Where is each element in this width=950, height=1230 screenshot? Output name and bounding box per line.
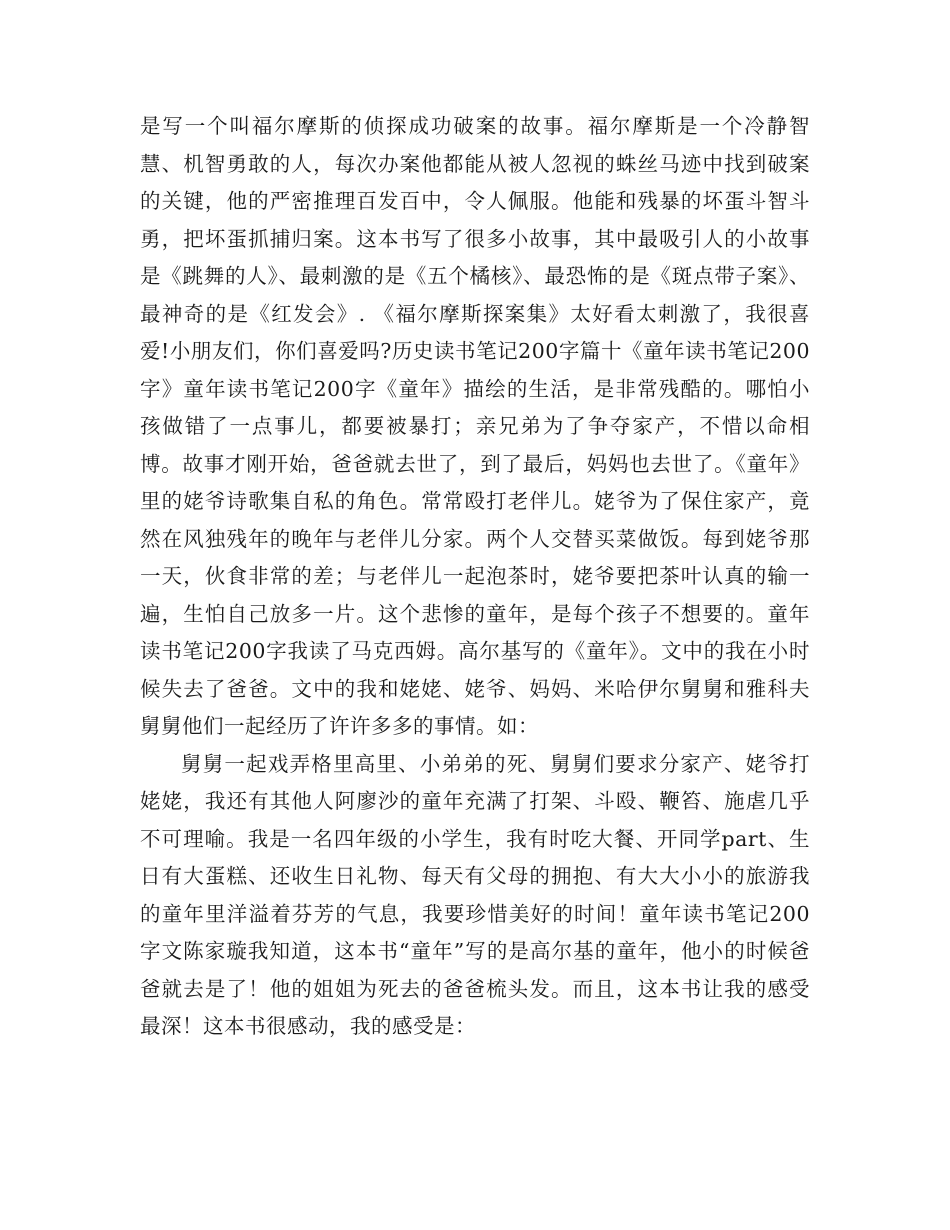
paragraph-2: 舅舅一起戏弄格里高里、小弟弟的死、舅舅们要求分家产、姥爷打姥姥，我还有其他人阿廖沙的童年充满了打架、斗殴、鞭笞、施虐几乎不可理喻。我是一名四年级的小学生，我有时吃大餐、开同学part、生日有大蛋糕、还收生日礼物、每天有父母的拥抱、有大大小小的旅游我的童年里洋溢着芬芳的气息，我要珍惜美好的时间！童年读书笔记200字文陈家璇我知道，这本书“童年”写的是高尔基的童年，他小的时候爸爸就去是了！他的姐姐为死去的爸爸梳头发。而且，这本书让我的感受最深！这本书很感动，我的感受是： — [140, 751, 810, 1038]
paragraph-1: 是写一个叫福尔摩斯的侦探成功破案的故事。福尔摩斯是一个冷静智慧、机智勇敢的人，每次办案他都能从被人忽视的蛛丝马迹中找到破案的关键，他的严密推理百发百中，令人佩服。他能和残暴的坏蛋斗智斗勇，把坏蛋抓捕归案。这本书写了很多小故事，其中最吸引人的小故事是《跳舞的人》、最刺激的是《五个橘核》、最恐怖的是《斑点带子案》、最神奇的是《红发会》. 《福尔摩斯探案集》太好看太刺激了，我很喜爱!小朋友们，你们喜爱吗?历史读书笔记200字篇十《童年读书笔记200字》童年读书笔记200字《童年》描绘的生活，是非常残酷的。哪怕小孩做错了一点事儿，都要被暴打；亲兄弟为了争夺家产，不惜以命相博。故事才刚开始，爸爸就去世了，到了最后，妈妈也去世了。《童年》里的姥爷诗歌集自私的角色。常常殴打老伴儿。姥爷为了保住家产，竟然在风独残年的晚年与老伴儿分家。两个人交替买菜做饭。每到姥爷那一天，伙食非常的差；与老伴儿一起泡茶时，姥爷要把茶叶认真的输一遍，生怕自己放多一片。这个悲惨的童年，是每个孩子不想要的。童年读书笔记200字我读了马克西姆。高尔基写的《童年》。文中的我在小时候失去了爸爸。文中的我和姥姥、姥爷、妈妈、米哈伊尔舅舅和雅科夫舅舅他们一起经历了许许多多的事情。如： — [140, 114, 810, 738]
document-body — [140, 108, 810, 1046]
